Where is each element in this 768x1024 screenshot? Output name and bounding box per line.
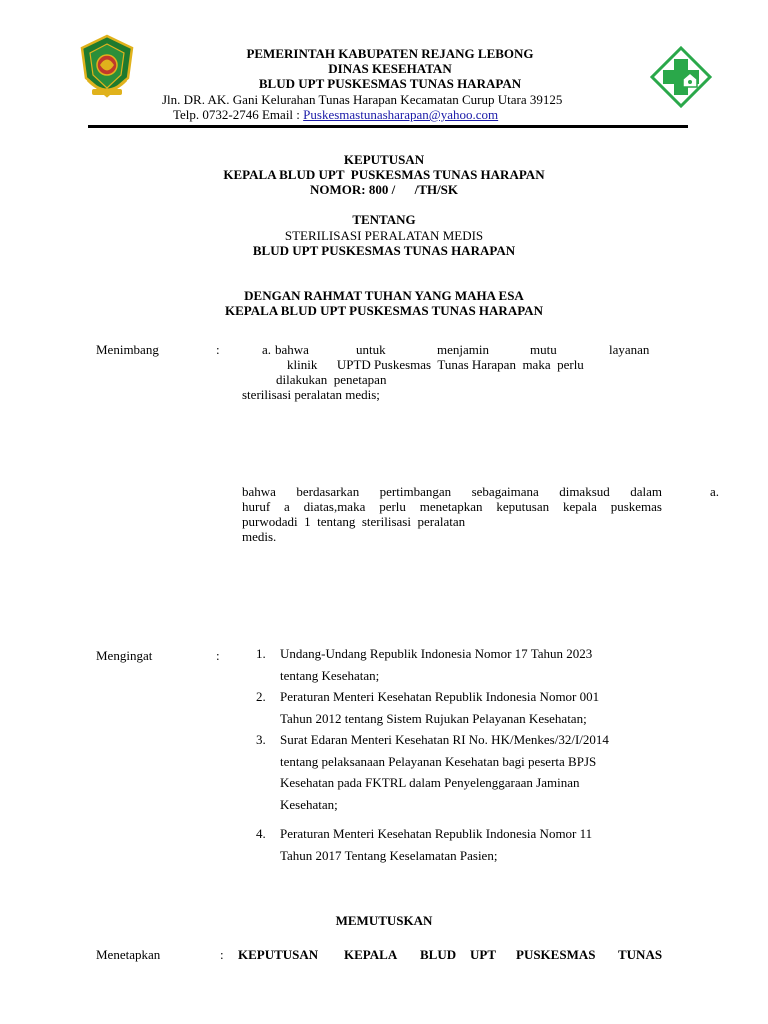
menimbang-b-marker: a. [710,484,720,499]
word: PUSKESMAS [516,947,596,962]
list-number: 1. [256,646,266,661]
word: UPT [470,947,496,962]
regency-emblem-icon [78,34,136,100]
list-number: 3. [256,732,266,747]
menimbang-b-line2: huruf a diatas,maka perlu menetapkan keputusan kepala puskemas [242,499,662,514]
title-kepala: KEPALA BLUD UPT PUSKESMAS TUNAS HARAPAN [223,167,545,182]
title-rahmat: DENGAN RAHMAT TUHAN YANG MAHA ESA [244,288,524,303]
header-phone: Telp. 0732-2746 Email : [173,107,304,122]
list-line: Peraturan Menteri Kesehatan Republik Indonesia Nomor 11 [280,826,593,841]
menimbang-colon: : [216,342,220,357]
list-line: Kesehatan; [280,796,338,812]
title-kepala-2: KEPALA BLUD UPT PUSKESMAS TUNAS HARAPAN [225,303,543,318]
list-line: Tahun 2012 tentang Sistem Rujukan Pelayanan Kesehatan; [280,710,587,726]
menimbang-b-line4: medis. [242,529,277,544]
word: untuk [356,342,386,357]
mengingat-colon: : [216,648,220,663]
list-line: tentang Kesehatan; [280,667,380,683]
word: mutu [530,342,557,357]
header-divider [88,125,688,128]
letterhead [150,46,630,91]
list-number: 2. [256,689,266,704]
menetapkan-colon: : [220,947,224,962]
menimbang-b-line1: bahwa berdasarkan pertimbangan sebagaimana dimaksud dalam [242,484,662,499]
memutuskan-heading: MEMUTUSKAN [335,913,433,928]
title-nomor: NOMOR: 800 / /TH/SK [309,182,459,197]
list-line: Undang-Undang Republik Indonesia Nomor 17 Tahun 2023 [280,646,593,661]
list-line: tentang pelaksanaan Pelayanan Kesehatan bagi peserta BPJS [280,753,597,769]
word: menjamin [437,342,489,357]
mengingat-label: Mengingat [96,648,153,663]
title-tentang: TENTANG [352,212,416,227]
title-subject: STERILISASI PERALATAN MEDIS [284,228,484,243]
word: KEPALA [344,947,398,962]
menimbang-b-line3: purwodadi 1 tentang sterilisasi peralatan [242,514,466,529]
word: TUNAS [618,947,663,962]
menimbang-a-line4: sterilisasi peralatan medis; [242,387,380,402]
list-number: 4. [256,826,266,841]
header-institution: BLUD UPT PUSKESMAS TUNAS HARAPAN [258,76,522,91]
menimbang-a-line2: klinik UPTD Puskesmas Tunas Harapan maka perlu [287,357,584,372]
title-org: BLUD UPT PUSKESMAS TUNAS HARAPAN [252,243,516,258]
list-line: Peraturan Menteri Kesehatan Republik Indonesia Nomor 001 [280,689,600,704]
list-line: Kesehatan pada FKTRL dalam Penyelenggaraan Jaminan [280,775,580,790]
menimbang-a-line3: dilakukan penetapan [276,372,387,387]
header-government: PEMERINTAH KABUPATEN REJANG LEBONG [246,46,534,61]
email-link[interactable]: Puskesmastunasharapan@yahoo.com [303,107,499,122]
word: bahwa [275,342,309,357]
puskesmas-cross-icon [650,46,712,108]
word: BLUD [420,947,457,962]
menimbang-label: Menimbang [96,342,159,357]
menetapkan-text [238,947,672,963]
list-line: Surat Edaran Menteri Kesehatan RI No. HK/Menkes/32/I/2014 [280,732,609,747]
header-contact [173,107,498,123]
title-keputusan: KEPUTUSAN [343,152,425,167]
menetapkan-label: Menetapkan [96,947,161,962]
header-department: DINAS KESEHATAN [328,61,452,76]
header-address: Jln. DR. AK. Gani Kelurahan Tunas Harapan Kecamatan Curup Utara 39125 [162,92,563,107]
list-line: Tahun 2017 Tentang Keselamatan Pasien; [280,847,498,863]
word: layanan [609,342,650,357]
word: a. [262,342,272,357]
word: KEPUTUSAN [238,947,319,962]
